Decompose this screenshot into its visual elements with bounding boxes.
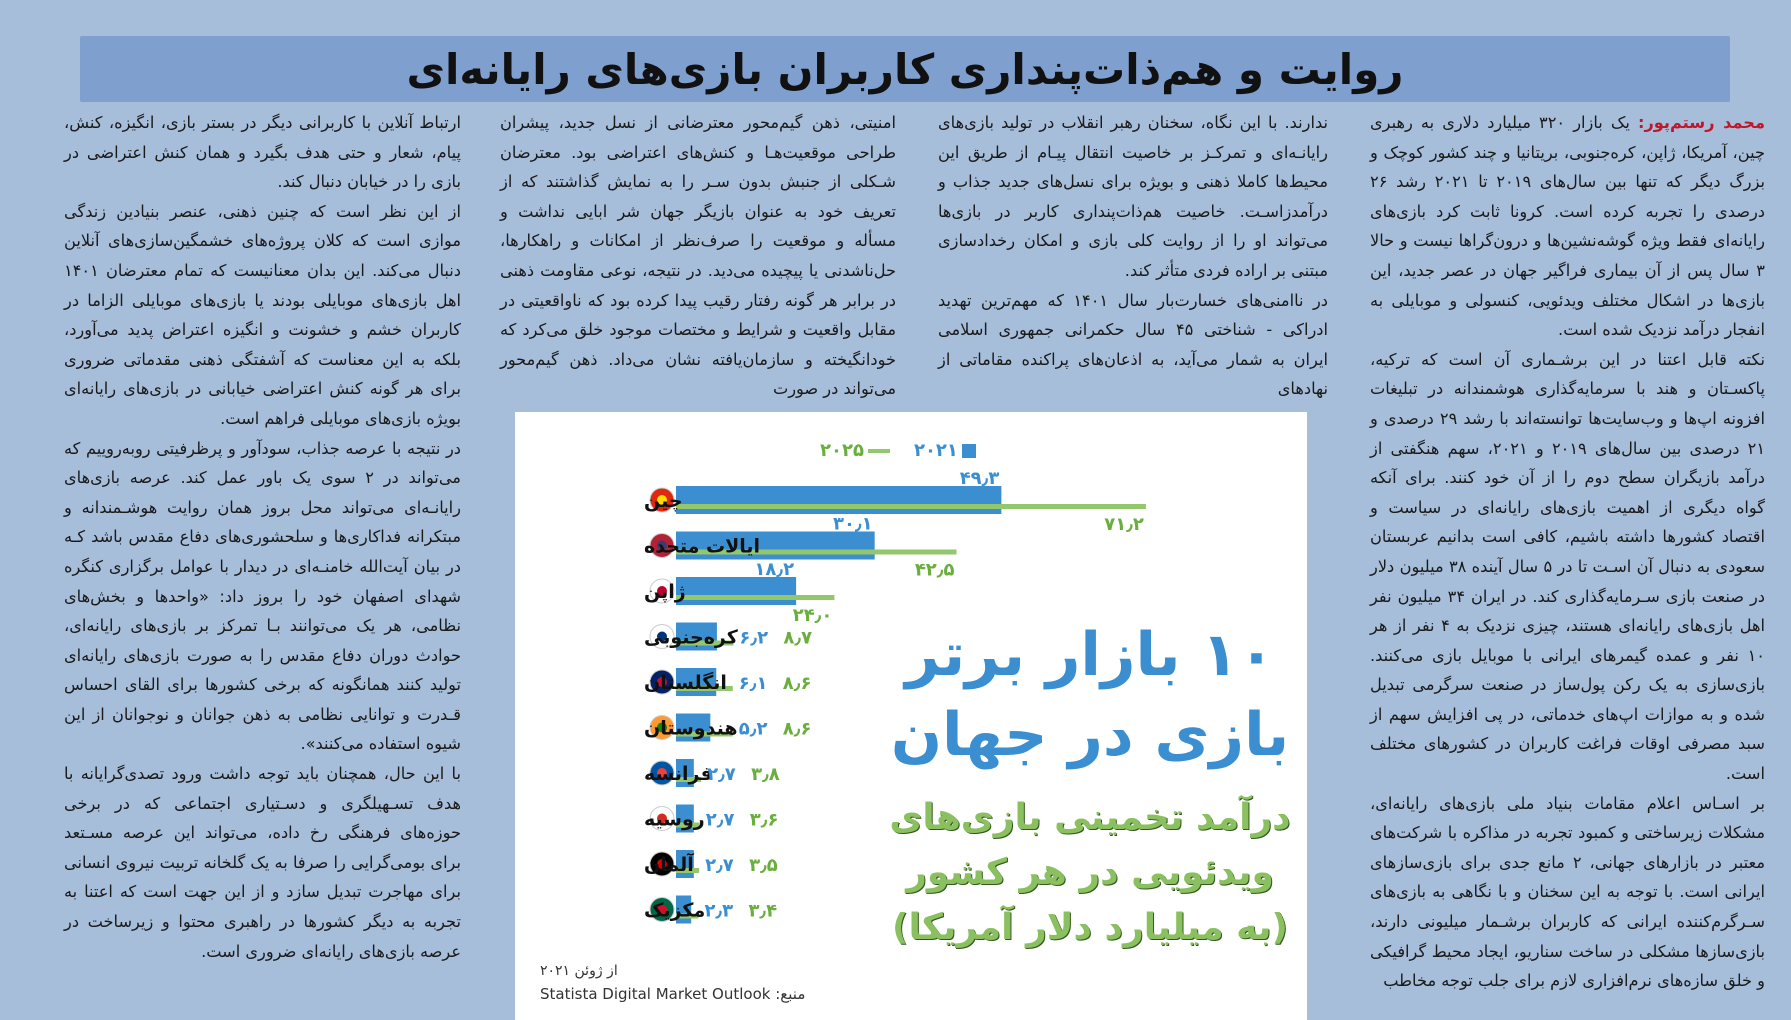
value-label-2021: ۲٫۷: [707, 764, 736, 785]
paragraph: نکته قابل اعتنا در این برشـماری آن است که ترکیه، پاکسـتان و هند با سرمایه‌گذاری هوشمندانه در تبلیغات افزونه اپ‌ها و وب‌سایت‌ها توانسته‌اند با رشد ۲۹ درصدی و ۲۱ درصدی بین سال‌های ۲۰۱۹ و ۲۰۲۱، سهم هنگفتی از درآمد بازیگران سطح دوم را از آن خود کنند. برای آنکه گواه دیگری از اهمیت بازی‌های رایانه‌ای در سیاست و اقتصاد کشورها داشته باشیم، کافی است بدانیم عربستان سعودی به دنبال آن اسـت تا در ۵ سال آینده ۳۸ میلیون دلار در صنعت بازی سـرمایه‌گذاری کند. در ایران ۳۴ میلیون نفر اهل بازی‌های رایانه‌ای هستند، چیزی نزدیک به ۴ نفر از هر ۱۰ نفر و عمده گیمرهای ایرانی با موبایل بازی می‌کنند. بازی‌سازی به یک رکن پول‌ساز در صنعت سرگرمی تبدیل شده و به موازات اپ‌های خدماتی، در پی افزایش سهم از سبد مصرفی اوقات فراغت کاربران در کشورهای مختلف است.: [1370, 349, 1766, 784]
paragraph: از این نظر است که چنین ذهنی، عنصر بنیادین زندگی موازی است که کلان پروژه‌های خشمگین‌سازی‌های آنلاین دنبال می‌کند. این بدان معنانیست که تمام معترضان ۱۴۰۱ اهل بازی‌های موبایلی بودند یا بازی‌های موبایلی الزاما در کاربران خشم و خشونت و انگیزه اعتراض پدید می‌آورد، بلکه به این معناست که آشفتگی ذهنی مقدماتی ضروری برای هر گونه کنش اعتراضی خیابانی در بازی‌های رایانه‌ای بویژه بازی‌های موبایلی فراهم است.: [64, 201, 461, 428]
infographic-title-line1: ۱۰ بازار برتر: [905, 620, 1275, 690]
value-label-2025: ۴۲٫۵: [914, 559, 955, 581]
bar-2025: [676, 504, 1146, 509]
bar-2021: [676, 577, 796, 605]
paragraph: در ناامنی‌های خسارت‌بار سال ۱۴۰۱ که مهم‌ترین تهدید ادراکی - شناختی ۴۵ سال حکمرانی جمهوری اسلامی ایران به شمار می‌آید، به اذعان‌های پراکنده مقاماتی از نهادهای: [938, 290, 1328, 399]
paragraph: ندارند. با این نگاه، سخنان رهبر انقلاب در تولید بازی‌های رایانـه‌ای و تمرکـز بر خاصیت انتقال پیـام از طریق این محیط‌ها کاملا ذهنی و بویژه برای نسل‌های جدید جذاب و درآمدزاسـت. خاصیت هم‌ذات‌پنداری کاربر در بازی‌ها می‌تواند او را از روایت کلی بازی و امکان رخدادسازی مبتنی بر اراده فردی متأثر کند.: [938, 113, 1328, 280]
infographic-subtitle-line3: (به میلیارد دلار آمریکا): [892, 907, 1288, 948]
value-label-2021: ۲٫۳: [704, 900, 734, 922]
paragraph-text: یک بازار ۳۲۰ میلیارد دلاری به رهبری چین، آمریکا، ژاپن، کره‌جنوبی، بریتانیا و چند کشور کوچک و بزرگ دیگر که تنها بین سال‌های ۲۰۱۹ تا ۲۰۲۱ رشد ۲۶ درصدی را تجربه کرده است. کرونا ثابت کرد بازی‌های رایانه‌ای فقط ویژه گوشه‌نشین‌ها و درون‌گراها نیست و حالا ۳ سال پس از آن بیماری فراگیر جهان در عصر جدید، این بازی‌ها در اشکال مختلف ویدئویی، کنسولی و موبایلی به انفجار درآمد نزدیک شده است.: [1370, 113, 1766, 340]
legend-item-2021: ۲۰۲۱: [914, 440, 976, 461]
value-label-2021: ۶٫۲: [739, 627, 769, 649]
country-label: هندوستان: [644, 717, 738, 740]
country-label: آلمان: [644, 854, 694, 876]
country-label: ژاپن: [644, 581, 686, 603]
value-label-2025: ۳٫۶: [749, 809, 779, 831]
infographic-subtitle-line1: درآمد تخمینی بازی‌های: [889, 797, 1291, 838]
value-label-2021: ۳۰٫۱: [832, 513, 873, 535]
country-label: روسیه: [644, 808, 705, 831]
source-date: از ژوئن ۲۰۲۱: [540, 963, 618, 979]
value-label-2021: ۲٫۷: [705, 855, 734, 876]
value-label-2021: ۵٫۲: [738, 718, 768, 740]
country-label: چین: [644, 490, 683, 512]
country-label: ایالات متحده: [644, 535, 761, 558]
value-label-2025: ۳٫۴: [748, 900, 778, 922]
infographic-subtitle: [880, 790, 1300, 955]
value-label-2021: ۱۸٫۲: [754, 559, 795, 580]
paragraph: بر اسـاس اعلام مقامات بنیاد ملی بازی‌های رایانه‌ای، مشکلات زیرساختی و کمبود تجربه در مذاکره با شرکت‌های معتبر در بازارهای جهانی، ۲ مانع جدی برای بازی‌سازهای ایرانی است. با توجه به این سخنان و با نگاهی به بازی‌های سـرگرم‌کننده ایرانی که کاربران برشـمار میلیونی دارند، بازی‌سازها مشکلی در ساخت سناریو، ایجاد محیط گرافیکی و خلق سازه‌های نرم‌افزاری لازم برای جلب توجه مخاطب: [1370, 793, 1765, 991]
value-label-2025: ۲۴٫۰: [792, 605, 833, 626]
value-label-2021: ۶٫۱: [738, 673, 768, 694]
legend-item-2025: ۲۰۲۵: [820, 440, 890, 461]
headline: روایت و هم‌ذات‌پنداری کاربران بازی‌های رایانه‌ای: [406, 44, 1404, 94]
country-label: مکزیک: [644, 899, 706, 922]
infographic-subtitle-line2: ویدئویی در هر کشور: [906, 852, 1274, 893]
paragraph: با این حال، همچنان باید توجه داشت ورود تصدی‌گرایانه با هدف تسـهیلگری و دسـتیاری اجتماعی که در برخی حوزه‌های فرهنگی رخ داده، می‌تواند این عرصه مسـتعد برای بومی‌گرایی را صرفا به یک گلخانه تربیت نیروی انسانی برای مهاجرت تبدیل سازد و از این جهت است که اعتنا به تجربه به دیگر کشورها در راهبری محتوا و زیرساخت در عرصه بازی‌های رایانه‌ای ضروری است.: [64, 764, 461, 961]
country-label: کره‌جنوبی: [644, 626, 738, 649]
infographic-title-line2: بازی در جهان: [890, 700, 1290, 770]
country-label: فرانسه: [644, 763, 713, 785]
paragraph: ارتباط آنلاین با کاربرانی دیگر در بستر بازی، انگیزه، کنش، پیام، شعار و حتی هدف بگیرد و همان کنش اعتراضی در بازی را در خیابان دنبال کند.: [64, 113, 461, 192]
paragraph: در نتیجه با عرصه جذاب، سودآور و پرظرفیتی روبه‌روییم که می‌تواند در ۲ سوی یک باور عمل کند. عرصه بازی‌های رایانـه‌ای می‌تواند محل بروز همان روایت هوشـمندانه و مبتکرانه فداکاری‌ها و سلحشوری‌های دفاع مقدس باشد کـه در بیان آیت‌الله خامنـه‌ای در دیدار با عوامل برگزاری کنگره شهدای اصفهان خود را بروز داد: «واحدها و بخش‌های نظامی، هر یک می‌توانند بـا تمرکز بر بازی‌های رایانه‌ای، حوادث دوران دفاع مقدس را به صورت بازی‌های رایانه‌ای تولید کنند همانگونه که برخی کشورها برای القای احساس قـدرت و توانایی نظامی به ذهن جوانان و نوجوانان از این شیوه استفاده می‌کنند».: [64, 438, 461, 754]
value-label-2025: ۸٫۶: [782, 718, 812, 740]
bar-2025: [676, 595, 834, 600]
country-label: انگلستان: [644, 672, 727, 694]
value-label-2025: ۸٫۷: [783, 627, 813, 649]
infographic-title: [890, 615, 1290, 775]
source-credit: Statista Digital Market Outlook :منبع: [540, 985, 806, 1003]
value-label-2025: ۳٫۸: [751, 764, 780, 785]
bar-2021: [676, 486, 1001, 514]
paragraph: امنیتی، ذهن گیم‌محور معترضانی از نسل جدید، پیشران طراحی موقعیت‌هـا و کنش‌های اعتراضی بود. معترضان شـکلی از جنبش بدون سـر را به نمایش گذاشتند که از تعریف خود به عنوان بازیگر جهان شر ابایی نداشت و مسأله و موقعیت را صرف‌نظر از امکانات و راهکارها، حل‌ناشدنی یا پیچیده می‌دید. در نتیجه، نوعی مقاومت ذهنی در برابر هر گونه رفتار رقیب پیدا کرده بود که ناواقعیتی در مقابل واقعیت و شرایط و مختصات موجود خلق می‌کرد که خودانگیخته و سازمان‌یافته نشان می‌داد. ذهن گیم‌محور می‌تواند در صورت: [500, 113, 896, 399]
value-label-2025: ۷۱٫۲: [1104, 514, 1144, 535]
value-label-2025: ۸٫۶: [782, 673, 812, 694]
value-label-2021: ۲٫۷: [705, 809, 735, 831]
value-label-2025: ۳٫۵: [749, 855, 778, 876]
author-name: محمد رستم‌پور:: [1637, 113, 1765, 132]
value-label-2021: ۴۹٫۳: [959, 468, 1000, 489]
